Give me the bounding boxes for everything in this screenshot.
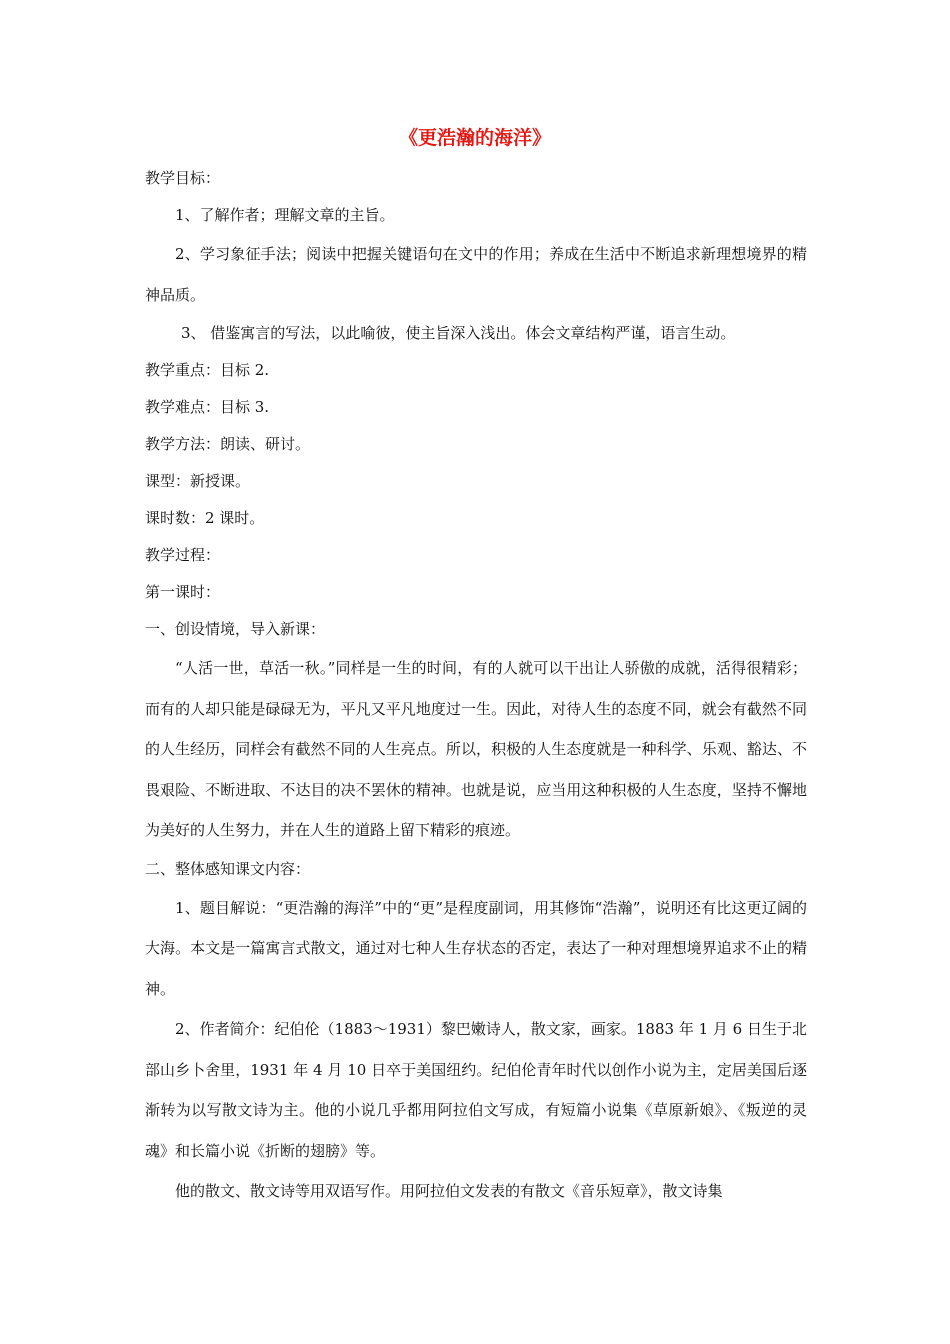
goal-1: 1、了解作者；理解文章的主旨。 (175, 206, 395, 224)
teaching-process: 教学过程： (145, 546, 221, 564)
teaching-difficulty: 教学难点：目标 3. (145, 398, 270, 416)
document-body (145, 160, 807, 1212)
goals-heading: 教学目标： (145, 169, 221, 187)
intro-paragraph: “人活一世，草活一秋。”同样是一生的时间，有的人就可以干出让人骄傲的成就，活得很精彩；而有的人却只能是碌碌无为，平凡又平凡地度过一生。因此，对待人生的态度不同，就会有截然不同的人生经历，同样会有截然不同的人生亮点。所以，积极的人生态度就是一种科学、乐观、豁达、不畏艰险、不断进取、不达目的决不罢休的精神。也就是说，应当用这种积极的人生态度，坚持不懈地为美好的人生努力，并在人生的道路上留下精彩的痕迹。 (145, 659, 807, 839)
lesson-hours: 课时数：2 课时。 (145, 509, 265, 527)
first-lesson: 第一课时： (145, 583, 221, 601)
prose-paragraph: 他的散文、散文诗等用双语写作。用阿拉伯文发表的有散文《音乐短章》，散文诗集 (175, 1182, 723, 1200)
title-explain-paragraph: 1、题目解说：“更浩瀚的海洋”中的“更”是程度副词，用其修饰“浩瀚”，说明还有比这更辽阔的大海。本文是一篇寓言式散文，通过对七种人生存状态的否定，表达了一种对理想境界追求不止的精神。 (145, 898, 807, 998)
teaching-focus: 教学重点：目标 2. (145, 361, 270, 379)
goal-3: 3、 借鉴寓言的写法，以此喻彼，使主旨深入浅出。体会文章结构严谨，语言生动。 (181, 324, 736, 342)
lesson-type: 课型：新授课。 (145, 472, 251, 490)
goal-2: 2、学习象征手法；阅读中把握关键语句在文中的作用；养成在生活中不断追求新理想境界的精神品质。 (145, 245, 807, 304)
section-1-heading: 一、创设情境，导入新课： (145, 620, 326, 638)
document-title: 《更浩瀚的海洋》 (398, 127, 551, 149)
teaching-method: 教学方法：朗读、研讨。 (145, 435, 311, 453)
author-paragraph: 2、作者简介：纪伯伦（1883～1931）黎巴嫩诗人，散文家，画家。1883 年 1 月 6 日生于北部山乡卜舍里，1931 年 4 月 10 日卒于美国纽约。纪伯伦青年时代以创作小说为主，定居美国后逐渐转为以写散文诗为主。他的小说几乎都用阿拉伯文写成，有短篇小说集《草原新娘》、《叛逆的灵魂》和长篇小说《折断的翅膀》等。 (145, 1020, 807, 1160)
section-2-heading: 二、整体感知课文内容： (145, 859, 311, 878)
